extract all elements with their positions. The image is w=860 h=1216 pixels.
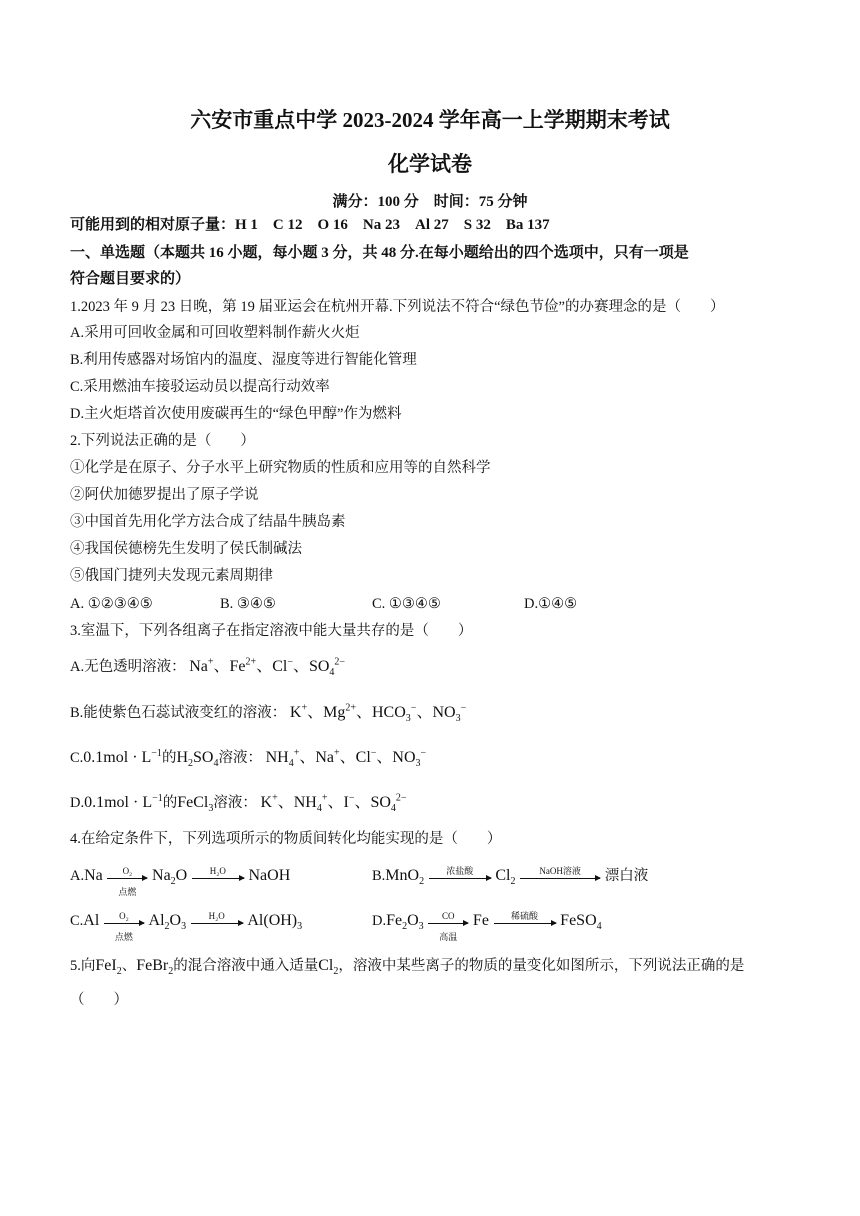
- q3-option-c: $C.0.1mol \cdot L^{-1}$的$H_2SO_4$溶液： $NH_4^+$、Na+、Cl−、$NO_3^-$: [70, 747, 427, 770]
- reaction-arrow: H₂O: [192, 876, 244, 877]
- q2-statement-5: ⑤俄国门捷列夫发现元素周期律: [70, 568, 273, 584]
- q2-stem: 2.下列说法正确的是（ ）: [70, 433, 255, 449]
- q2-option-b: B. ③④⑤: [220, 596, 276, 612]
- q2-option-d: D.①④⑤: [524, 596, 578, 612]
- exam-meta: 满分：100 分 时间：75 分钟: [332, 194, 528, 210]
- exam-title: 六安市重点中学 2023-2024 学年高一上学期期末考试: [190, 108, 670, 132]
- section-heading-line1: 一、单选题（本题共 16 小题，每小题 3 分，共 48 分.在每小题给出的四个选项中，只有一项是: [70, 245, 689, 261]
- section-heading-line2: 符合题目要求的）: [70, 271, 191, 287]
- q3-option-a: A.无色透明溶液： Na+、$Fe^{2+}$、Cl−、$SO_4^{2-}$: [70, 656, 346, 679]
- q3-option-b: B.能使紫色石蕊试液变红的溶液： K+、$Mg^{2+}$、$HCO_3^-$、$NO_3^-$: [70, 702, 467, 725]
- reaction-arrow: O₂ 点燃: [107, 876, 147, 877]
- reaction-arrow: CO 高温: [428, 921, 468, 922]
- q4-option-a: A.Na O₂ 点燃 $Na_2O$ H₂O NaOH: [70, 866, 291, 898]
- q2-statement-4: ④我国侯德榜先生发明了侯氏制碱法: [70, 541, 302, 557]
- atomic-masses: 可能用到的相对原子量：H 1 C 12 O 16 Na 23 Al 27 S 32 Ba 137: [70, 217, 550, 233]
- q1-option-d: D.主火炬塔首次使用废碳再生的“绿色甲醇”作为燃料: [70, 406, 402, 422]
- q2-statement-3: ③中国首先用化学方法合成了结晶牛胰岛素: [70, 514, 346, 530]
- q4-option-b: B.MnO$_2$ 浓盐酸 $Cl_2$ NaOH溶液 漂白液: [372, 866, 649, 888]
- q4-stem: 4.在给定条件下，下列选项所示的物质间转化均能实现的是（ ）: [70, 831, 502, 847]
- q3-stem: 3.室温下，下列各组离子在指定溶液中能大量共存的是（ ）: [70, 623, 473, 639]
- q2-option-c: C. ①③④⑤: [372, 596, 441, 612]
- q1-option-b: B.利用传感器对场馆内的温度、湿度等进行智能化管理: [70, 352, 417, 368]
- q1-stem: 1.2023 年 9 月 23 日晚，第 19 届亚运会在杭州开幕.下列说法不符合“绿色节俭”的办赛理念的是（ ）: [70, 299, 725, 315]
- reaction-arrow: 浓盐酸: [429, 876, 491, 877]
- q4-option-d: $D.Fe_2O_3$ CO 高温 Fe 稀硫酸 FeSO$_4$: [372, 911, 602, 943]
- reaction-arrow: O₂ 点燃: [104, 921, 144, 922]
- reaction-arrow: NaOH溶液: [520, 876, 600, 877]
- q4-option-c: C.Al O₂ 点燃 $Al_2O_3$ H₂O $Al(OH)_3$: [70, 911, 303, 943]
- reaction-arrow: H₂O: [191, 921, 243, 922]
- q1-option-c: C.采用燃油车接驳运动员以提高行动效率: [70, 379, 330, 395]
- q2-option-a: A. ①②③④⑤: [70, 596, 153, 612]
- q1-option-a: A.采用可回收金属和可回收塑料制作薪火火炬: [70, 325, 360, 341]
- reaction-arrow: 稀硫酸: [494, 921, 556, 922]
- q2-statement-1: ①化学是在原子、分子水平上研究物质的性质和应用等的自然科学: [70, 460, 491, 476]
- q2-statement-2: ②阿伏加德罗提出了原子学说: [70, 487, 259, 503]
- q5-stem: 5.向FeI$_2$、FeBr$_2$的混合溶液中通入适量$Cl_2$，溶液中某些离子的物质的量变化如图所示，下列说法正确的是: [70, 957, 745, 978]
- q3-option-d: $D.0.1mol \cdot L^{-1}$的FeCl$_3$溶液： K+、$NH_4^+$、I−、$SO_4^{2-}$: [70, 792, 407, 815]
- exam-subject: 化学试卷: [388, 152, 472, 176]
- q5-stem-cont: （ ）: [70, 992, 128, 1008]
